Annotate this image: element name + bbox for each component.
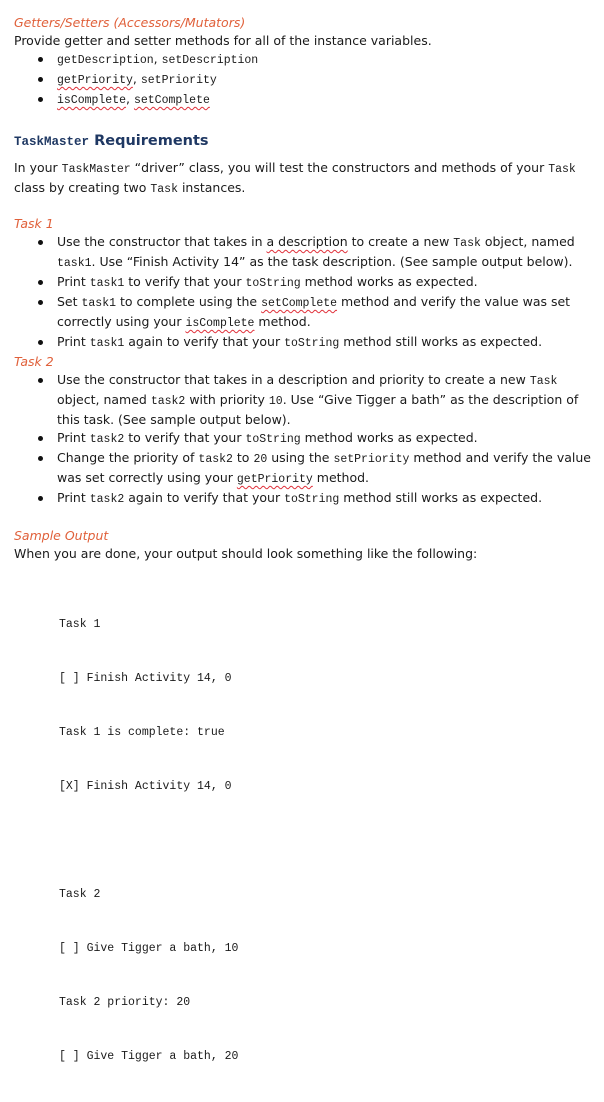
list-item: Print task1 to verify that your toString method works as expected.	[14, 273, 594, 293]
task1-heading: Task 1	[14, 216, 54, 231]
sample-heading: Sample Output	[14, 528, 109, 543]
list-item: Print task2 again to verify that your toString method still works as expected.	[14, 489, 594, 509]
sample-intro: When you are done, your output should look something like the following:	[14, 546, 478, 561]
code-line: [ ] Give Tigger a bath, 10	[59, 942, 239, 955]
list-item: isComplete, setComplete	[14, 90, 594, 110]
list-item: Print task1 again to verify that your toString method still works as expected.	[14, 333, 594, 353]
code-line: [X] Finish Activity 14, 0	[59, 780, 232, 793]
code-line: Task 2	[59, 888, 101, 901]
getters-list	[14, 50, 594, 110]
sample-output-block	[59, 580, 594, 1102]
code-line: Task 1 is complete: true	[59, 726, 225, 739]
code-line: Task 1	[59, 618, 101, 631]
list-item: Print task2 to verify that your toString method works as expected.	[14, 429, 594, 449]
requirements-title: TaskMaster Requirements	[14, 133, 209, 149]
list-item: Change the priority of task2 to 20 using the setPriority method and verify the value was set correctly using your getPriority method.	[14, 449, 594, 489]
getters-heading: Getters/Setters (Accessors/Mutators)	[14, 15, 246, 30]
list-item: Use the constructor that takes in a description and priority to create a new Task object, named task2 with priority 10. Use “Give Tigger a bath” as the description of this task. (See sample output below).	[14, 371, 594, 429]
code-line: Task 2 priority: 20	[59, 996, 191, 1009]
list-item: Use the constructor that takes in a description to create a new Task object, named task1. Use “Finish Activity 14” as the task description. (See sample output below).	[14, 233, 594, 273]
getters-intro: Provide getter and setter methods for all of the instance variables.	[14, 33, 432, 48]
list-item: getPriority, setPriority	[14, 70, 594, 90]
task2-heading: Task 2	[14, 354, 54, 369]
task2-list	[14, 371, 594, 509]
code-line	[59, 832, 594, 850]
list-item: getDescription, setDescription	[14, 50, 594, 70]
code-line: [ ] Finish Activity 14, 0	[59, 672, 232, 685]
task1-list	[14, 233, 594, 353]
list-item: Set task1 to complete using the setComplete method and verify the value was set correctly using your isComplete method.	[14, 293, 594, 333]
assignment-document	[14, 14, 594, 1102]
requirements-paragraph: In your TaskMaster “driver” class, you will test the constructors and methods of your Task class by creating two Task instances.	[14, 160, 576, 196]
code-line: [ ] Give Tigger a bath, 20	[59, 1050, 239, 1063]
